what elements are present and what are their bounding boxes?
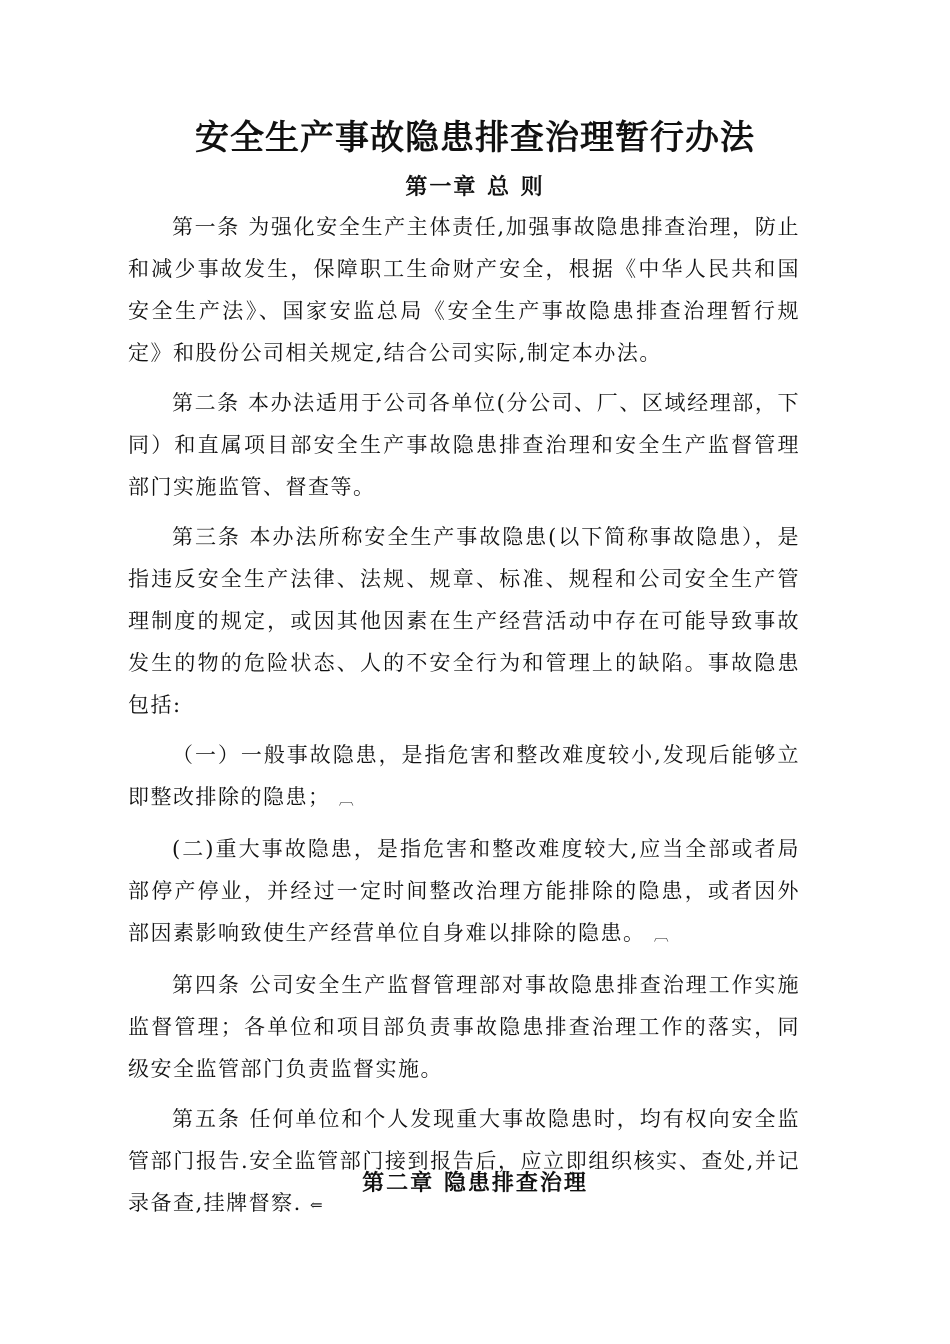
article-3: 第三条 本办法所称安全生产事故隐患(以下简称事故隐患），是指违反安全生产法律、法规、规章、标准、规程和公司安全生产管理制度的规定，或因其他因素在生产经营活动中存在可能导致事故发生的物的危险状态、人的不安全行为和管理上的缺陷。事故隐患包括:: [128, 525, 800, 717]
article-2: 第二条 本办法适用于公司各单位(分公司、厂、区域经理部，下同）和直属项目部安全生产事故隐患排查治理和安全生产监督管理部门实施监管、督查等。: [128, 391, 800, 499]
edit-mark: ︹: [338, 790, 356, 808]
chapter-2-heading: 第二章 隐患排查治理: [362, 1171, 588, 1196]
edit-mark: ⇐: [310, 1196, 325, 1214]
article-1: 第一条 为强化安全生产主体责任,加强事故隐患排查治理，防止和减少事故发生，保障职工生命财产安全，根据《中华人民共和国安全生产法》、国家安监总局《安全生产事故隐患排查治理暂行规定》和股份公司相关规定,结合公司实际,制定本办法。: [128, 215, 800, 365]
edit-mark: ︹: [653, 926, 671, 944]
document-title: 安全生产事故隐患排查治理暂行办法: [195, 118, 755, 158]
article-3-item-1: （一）一般事故隐患，是指危害和整改难度较小,发现后能够立即整改排除的隐患； ︹: [128, 743, 800, 809]
article-4: 第四条 公司安全生产监督管理部对事故隐患排查治理工作实施监督管理；各单位和项目部负责事故隐患排查治理工作的落实，同级安全监管部门负责监督实施。: [128, 973, 800, 1081]
article-5: 第五条 任何单位和个人发现重大事故隐患时，均有权向安全监管部门报告.安全监管部门接到报告后，应立即组织核实、查处,并记录备查,挂牌督察. ⇐: [128, 1107, 800, 1215]
chapter-1-heading: 第一章 总 则: [405, 175, 545, 200]
article-3-item-2: (二)重大事故隐患，是指危害和整改难度较大,应当全部或者局部停产停业，并经过一定时间整改治理方能排除的隐患，或者因外部因素影响致使生产经营单位自身难以排除的隐患。 ︹: [128, 837, 800, 945]
document-body: [128, 206, 800, 1234]
